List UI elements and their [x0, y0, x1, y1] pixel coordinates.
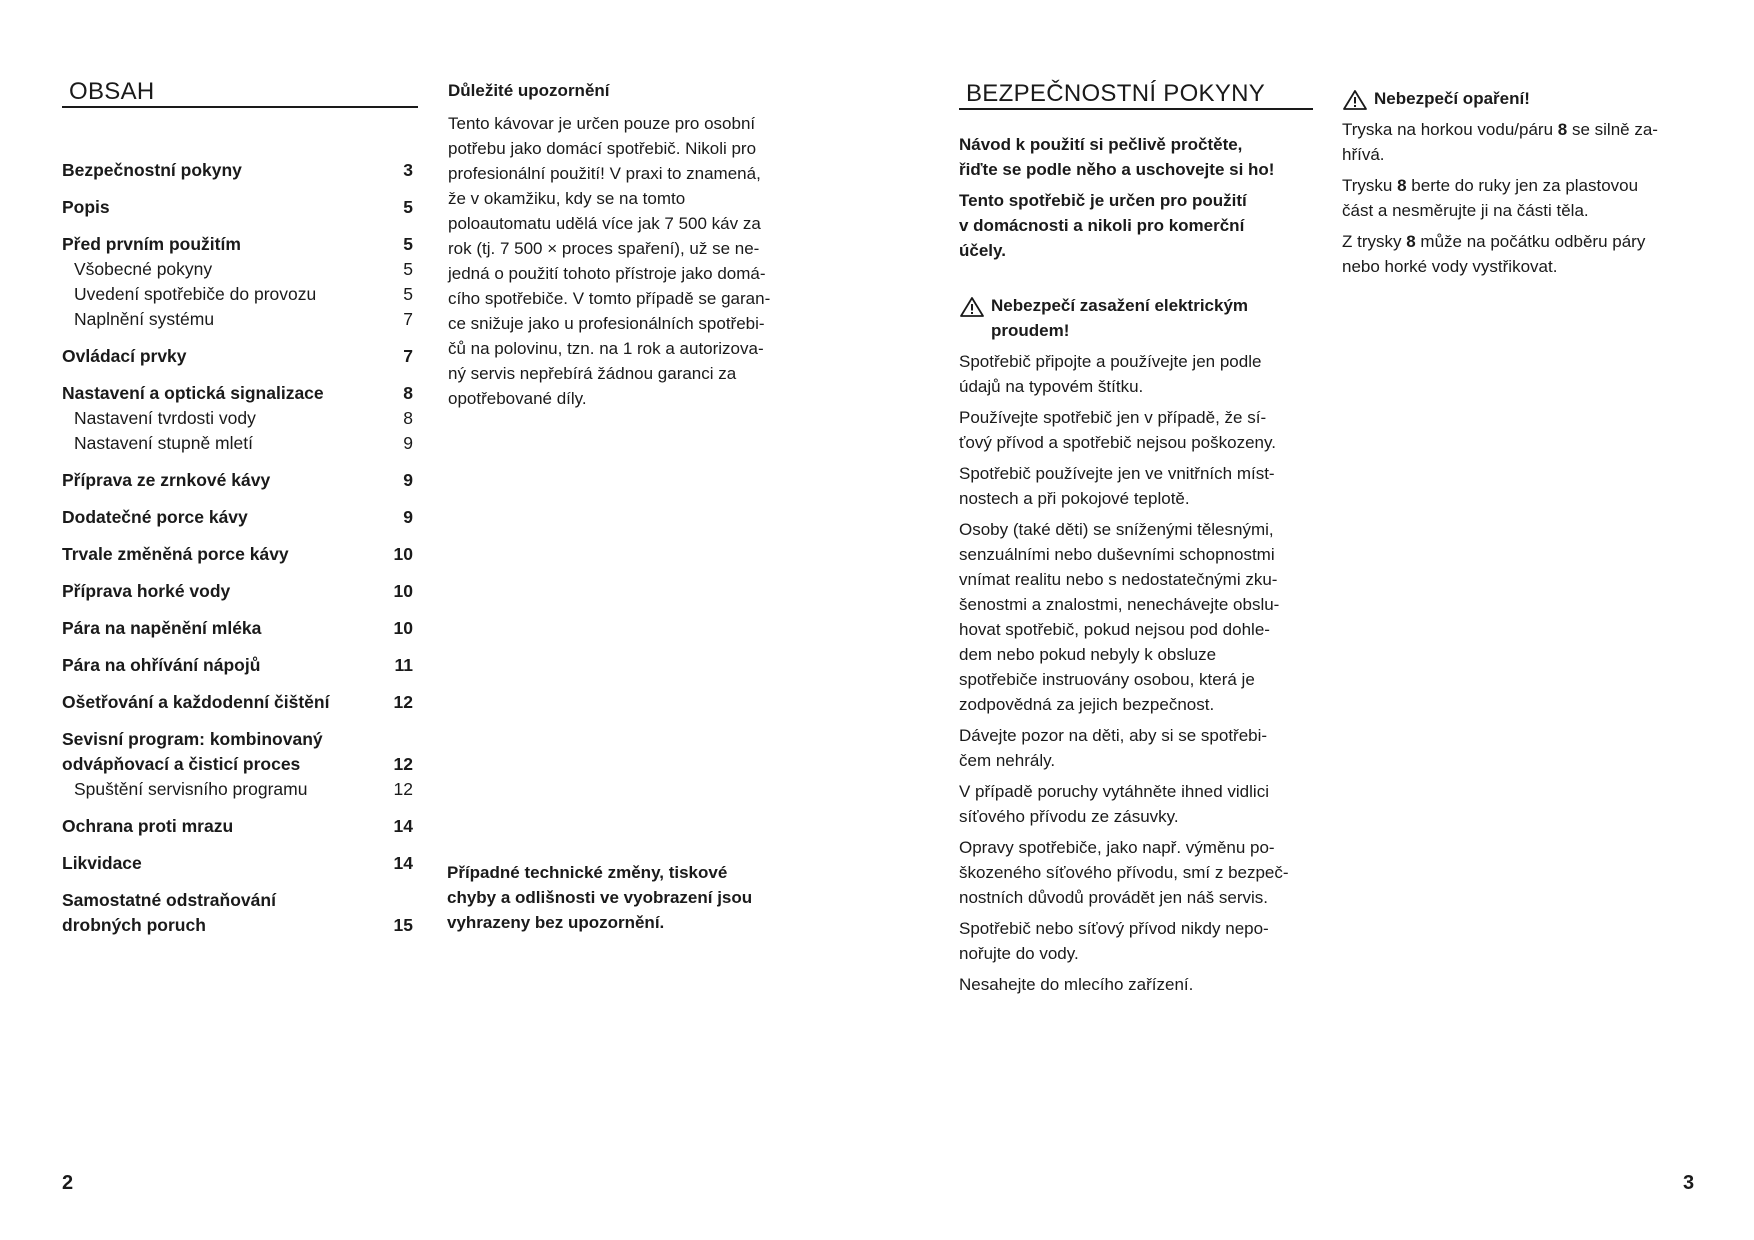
scald-line: část a nesměrujte ji na části těla. — [1342, 201, 1589, 220]
toc-entry-page: 5 — [403, 284, 413, 304]
scald-line: nebo horké vody vystřikovat. — [1342, 257, 1558, 276]
electric-warning-heading — [959, 293, 1329, 343]
toc-entry — [62, 777, 413, 802]
toc-entry-label-line: Pára na ohřívání nápojů — [62, 655, 261, 675]
toc-entry — [62, 257, 413, 282]
safety-line: Spotřebič připojte a používejte jen podle — [959, 352, 1262, 371]
scald-column — [1342, 86, 1712, 285]
toc-entry-label — [62, 851, 383, 876]
toc-entry-label — [62, 195, 383, 220]
notice-line: Tento kávovar je určen pouze pro osobní — [448, 114, 756, 133]
toc-entry — [62, 381, 413, 406]
toc-entry — [62, 542, 413, 567]
disclaimer-line: Případné technické změny, tiskové — [447, 863, 728, 882]
toc-entry-label — [62, 653, 383, 678]
safety-line: Spotřebič používejte jen ve vnitřních míst- — [959, 464, 1275, 483]
toc-entry — [62, 195, 413, 220]
safety-line: Používejte spotřebič jen v případě, že sí- — [959, 408, 1267, 427]
toc-entry-page: 7 — [403, 309, 413, 329]
toc-entry-label — [62, 542, 383, 567]
toc-entry-label-line: Sevisní program: kombinovaný — [62, 729, 323, 749]
toc-title-rule — [62, 106, 418, 108]
electric-warning-paragraphs — [959, 349, 1329, 997]
scald-line: hřívá. — [1342, 145, 1385, 164]
safety-paragraph — [959, 916, 1329, 966]
safety-line: čem nehrály. — [959, 751, 1056, 770]
scald-text: Z trysky — [1342, 232, 1407, 251]
toc-entry-page: 10 — [393, 544, 413, 564]
electric-warning-title — [991, 293, 1248, 343]
toc-entry-label-line: Ochrana proti mrazu — [62, 816, 234, 836]
safety-line: nostech a při pokojové teplotě. — [959, 489, 1190, 508]
intro-line: Tento spotřebič je určen pro použití — [959, 191, 1247, 210]
toc-entry-page: 9 — [403, 470, 413, 490]
toc-entry-page: 7 — [403, 346, 413, 366]
scald-paragraph — [1342, 173, 1712, 223]
warning-triangle-icon — [1342, 89, 1368, 111]
toc-entry-page: 12 — [393, 779, 413, 799]
toc-entry-page: 14 — [393, 853, 413, 873]
notice-line: poloautomatu udělá více jak 7 500 káv za — [448, 214, 761, 233]
notice-title: Důležité upozornění — [448, 81, 610, 100]
safety-line: zodpovědná za jejich bezpečnost. — [959, 695, 1215, 714]
toc-entry-label — [62, 727, 383, 777]
safety-paragraph — [959, 461, 1329, 511]
safety-paragraph — [959, 349, 1329, 399]
toc-entry-label — [62, 468, 383, 493]
toc-entry-label-line: Nastavení stupně mletí — [74, 433, 253, 453]
scald-text: může na počátku odběru páry — [1415, 232, 1646, 251]
scald-line — [1342, 117, 1712, 142]
toc-entry-page: 14 — [393, 816, 413, 836]
toc-entry-label-line: Pára na napěnění mléka — [62, 618, 262, 638]
scald-text: Trysku — [1342, 176, 1398, 195]
toc-entry — [62, 690, 413, 715]
notice-line: ný servis nepřebírá žádnou garanci za — [448, 364, 737, 383]
safety-line: nostních důvodů provádět jen náš servis. — [959, 888, 1269, 907]
scald-text: se silně za- — [1567, 120, 1658, 139]
scald-warning-title: Nebezpečí opaření! — [1374, 89, 1530, 108]
safety-line: spotřebiče instruovány osobou, která je — [959, 670, 1255, 689]
toc-entry-label-line: Nastavení tvrdosti vody — [74, 408, 256, 428]
toc-entry — [62, 468, 413, 493]
notice-line: cího spotřebiče. V tomto případě se garan- — [448, 289, 771, 308]
toc-entry-label — [62, 158, 383, 183]
table-of-contents — [62, 158, 413, 938]
nozzle-ref-number: 8 — [1397, 176, 1407, 195]
toc-entry-label — [62, 232, 383, 257]
toc-entry-page: 9 — [403, 433, 413, 453]
toc-entry-label-line: Likvidace — [62, 853, 142, 873]
safety-paragraph — [959, 405, 1329, 455]
intro-line: v domácnosti a nikoli pro komerční — [959, 216, 1245, 235]
toc-entry — [62, 727, 413, 777]
intro-line: řiďte se podle něho a uschovejte si ho! — [959, 160, 1275, 179]
toc-entry-label-line: Dodatečné porce kávy — [62, 507, 248, 527]
safety-line: Osoby (také děti) se sníženými tělesnými, — [959, 520, 1274, 539]
toc-entry-label-line: odvápňovací a čisticí proces — [62, 754, 301, 774]
safety-line: nořujte do vody. — [959, 944, 1079, 963]
toc-entry-label — [62, 888, 383, 938]
scald-warning-heading — [1342, 86, 1712, 111]
safety-paragraph — [959, 779, 1329, 829]
toc-entry-label — [74, 777, 383, 802]
toc-entry — [62, 653, 413, 678]
toc-entry-label-line: drobných poruch — [62, 915, 206, 935]
toc-entry-label — [74, 406, 383, 431]
toc-entry-label — [74, 431, 383, 456]
toc-entry-label — [74, 257, 383, 282]
notice-line: potřebu jako domácí spotřebič. Nikoli pro — [448, 139, 757, 158]
toc-entry-label — [62, 505, 383, 530]
disclaimer-line: vyhrazeny bez upozornění. — [447, 913, 665, 932]
toc-entry — [62, 307, 413, 332]
warning-triangle-icon — [959, 296, 985, 318]
toc-entry-page: 9 — [403, 507, 413, 527]
notice-line: profesionální použití! V praxi to znamená, — [448, 164, 761, 183]
toc-entry-page: 5 — [403, 259, 413, 279]
scald-paragraph — [1342, 117, 1712, 167]
safety-line: škozeného síťového přívodu, smí z bezpeč- — [959, 863, 1289, 882]
safety-line: hovat spotřebič, pokud nejsou pod dohle- — [959, 620, 1270, 639]
safety-line: síťového přívodu ze zásuvky. — [959, 807, 1179, 826]
toc-entry — [62, 344, 413, 369]
safety-line: šenostmi a znalostmi, nenechávejte obslu- — [959, 595, 1280, 614]
intro-household-use — [959, 188, 1329, 263]
toc-entry — [62, 232, 413, 257]
toc-entry-label-line: Nastavení a optická signalizace — [62, 383, 324, 403]
toc-entry-page: 8 — [403, 408, 413, 428]
toc-entry-page: 3 — [403, 160, 413, 180]
safety-column — [959, 132, 1329, 1003]
nozzle-ref-number: 8 — [1557, 120, 1568, 139]
notice-line: rok (tj. 7 500 × proces spaření), už se ne- — [448, 239, 760, 258]
toc-entry-label-line: Bezpečnostní pokyny — [62, 160, 242, 180]
nozzle-ref-number: 8 — [1406, 232, 1416, 251]
toc-entry — [62, 888, 413, 938]
safety-paragraph — [959, 972, 1329, 997]
toc-entry-label-line: Trvale změněná porce kávy — [62, 544, 289, 564]
toc-entry — [62, 505, 413, 530]
toc-entry-label-line: Naplnění systému — [74, 309, 215, 329]
warning-title-line: Nebezpečí zasažení elektrickým — [991, 296, 1249, 315]
notice-line: jedná o použití tohoto přístroje jako domá- — [448, 264, 766, 283]
toc-entry — [62, 814, 413, 839]
toc-entry — [62, 851, 413, 876]
toc-entry — [62, 616, 413, 641]
disclaimer-line: chyby a odlišnosti ve vyobrazení jsou — [447, 888, 753, 907]
page-number-left: 2 — [62, 1172, 74, 1194]
toc-entry-label — [62, 616, 383, 641]
toc-entry-label-line: Popis — [62, 197, 110, 217]
notice-line: čů na polovinu, tzn. na 1 rok a autorizova- — [448, 339, 764, 358]
toc-entry-label-line: Před prvním použitím — [62, 234, 241, 254]
toc-entry-label — [74, 307, 383, 332]
toc-entry-page: 10 — [393, 618, 413, 638]
toc-entry-page: 10 — [393, 581, 413, 601]
safety-line: dem nebo pokud nebyly k obsluze — [959, 645, 1217, 664]
toc-entry-label-line: Příprava ze zrnkové kávy — [62, 470, 271, 490]
toc-entry-label — [62, 579, 383, 604]
section-title-rule — [959, 108, 1313, 110]
toc-entry-page: 5 — [403, 234, 413, 254]
scald-line — [1342, 173, 1712, 198]
toc-entry — [62, 431, 413, 456]
toc-title: OBSAH — [69, 78, 155, 105]
toc-entry-label-line: Ovládací prvky — [62, 346, 187, 366]
safety-line: Nesahejte do mlecího zařízení. — [959, 975, 1194, 994]
toc-entry-page: 12 — [393, 692, 413, 712]
toc-entry — [62, 406, 413, 431]
scald-text: Tryska na horkou vodu/páru — [1342, 120, 1558, 139]
toc-entry-page: 15 — [393, 915, 413, 935]
safety-line: údajů na typovém štítku. — [959, 377, 1144, 396]
toc-entry-label-line: Spuštění servisního programu — [74, 779, 308, 799]
scald-line — [1342, 229, 1712, 254]
toc-entry-page: 8 — [403, 383, 413, 403]
safety-line: V případě poruchy vytáhněte ihned vidlici — [959, 782, 1269, 801]
toc-entry-label — [62, 381, 383, 406]
intro-read-manual — [959, 132, 1329, 182]
notice-text — [448, 111, 808, 411]
safety-paragraph — [959, 835, 1329, 910]
toc-entry-label — [62, 690, 383, 715]
safety-line: Spotřebič nebo síťový přívod nikdy nepo- — [959, 919, 1269, 938]
notice-line: že v okamžiku, kdy se na tomto — [448, 189, 686, 208]
safety-line: Opravy spotřebiče, jako např. výměnu po- — [959, 838, 1275, 857]
scald-text: berte do ruky jen za plastovou — [1406, 176, 1639, 195]
toc-entry-label — [62, 344, 383, 369]
scald-warning-paragraphs — [1342, 117, 1712, 279]
toc-entry-page: 11 — [394, 655, 413, 675]
toc-entry — [62, 579, 413, 604]
intro-line: Návod k použití si pečlivě pročtěte, — [959, 135, 1243, 154]
toc-entry-label-line: Ošetřování a každodenní čištění — [62, 692, 330, 712]
notice-block — [448, 78, 808, 411]
toc-entry — [62, 158, 413, 183]
safety-line: ťový přívod a spotřebič nejsou poškozeny. — [959, 433, 1276, 452]
safety-line: senzuálními nebo duševními schopnostmi — [959, 545, 1275, 564]
toc-entry-page: 5 — [403, 197, 413, 217]
safety-paragraph — [959, 517, 1329, 717]
intro-line: účely. — [959, 241, 1006, 260]
notice-line: opotřebované díly. — [448, 389, 587, 408]
toc-entry-page: 12 — [393, 754, 413, 774]
page-number-right: 3 — [1683, 1172, 1695, 1194]
disclaimer-text — [447, 860, 807, 935]
notice-line: ce snižuje jako u profesionálních spotřebi- — [448, 314, 765, 333]
scald-paragraph — [1342, 229, 1712, 279]
safety-paragraph — [959, 723, 1329, 773]
toc-entry-label-line: Samostatné odstraňování — [62, 890, 276, 910]
toc-entry-label-line: Uvedení spotřebiče do provozu — [74, 284, 317, 304]
toc-entry-label-line: Všobecné pokyny — [74, 259, 213, 279]
warning-title-line: proudem! — [991, 321, 1070, 340]
toc-entry — [62, 282, 413, 307]
safety-line: Dávejte pozor na děti, aby si se spotřebi- — [959, 726, 1268, 745]
toc-entry-label-line: Příprava horké vody — [62, 581, 231, 601]
toc-entry-label — [74, 282, 383, 307]
section-title: BEZPEČNOSTNÍ POKYNY — [966, 80, 1266, 107]
toc-entry-label — [62, 814, 383, 839]
safety-line: vnímat realitu nebo s nedostatečnými zku- — [959, 570, 1278, 589]
